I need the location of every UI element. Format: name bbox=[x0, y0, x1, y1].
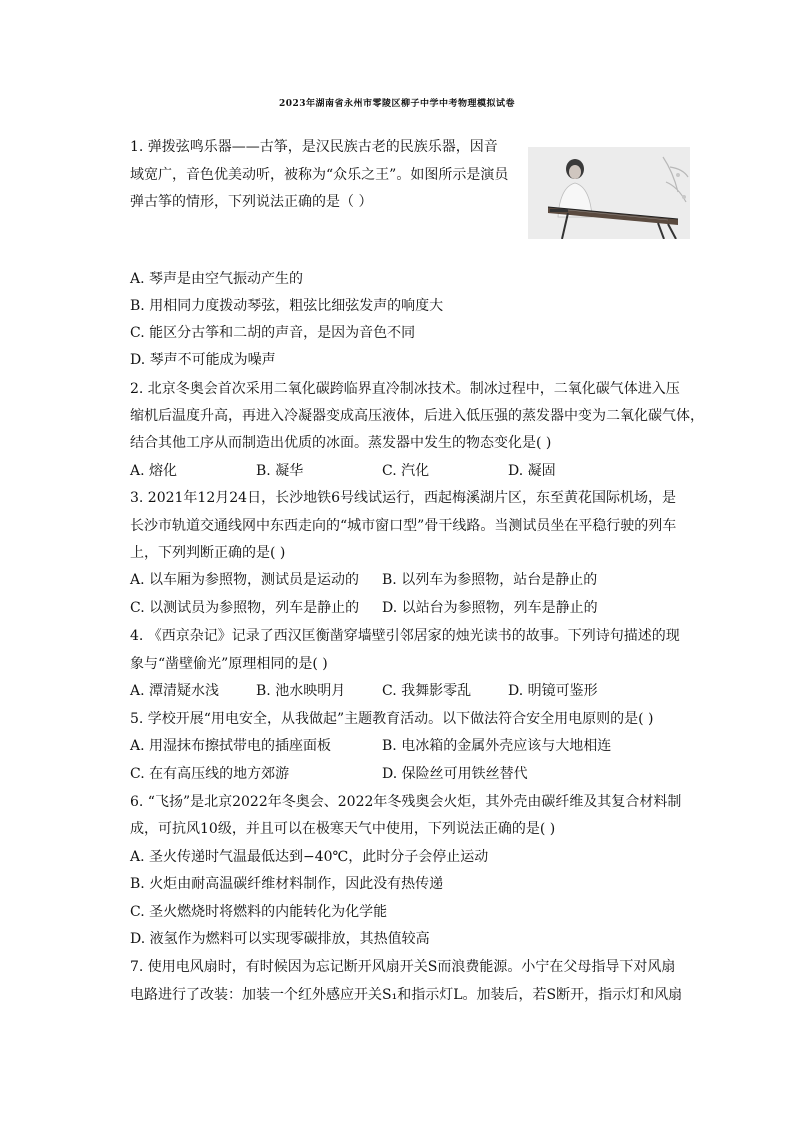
q1-option-b: B. 用相同力度拨动琴弦，粗弦比细弦发声的响度大 bbox=[130, 298, 444, 314]
q6-line-2: 成，可抗风10级，并且可以在极寒天气中使用，下列说法正确的是( ) bbox=[130, 821, 556, 837]
q3-line-2: 长沙市轨道交通线网中东西走向的“城市窗口型”骨干线路。当测试员坐在平稳行驶的列车 bbox=[130, 518, 677, 534]
q6-option-c: C. 圣火燃烧时将燃料的内能转化为化学能 bbox=[130, 904, 388, 920]
q5-option-c: C. 在有高压线的地方郊游 bbox=[130, 766, 290, 782]
q1-line-2: 域宽广，音色优美动听，被称为“众乐之王”。如图所示是演员 bbox=[130, 167, 509, 183]
q1-option-d: D. 琴声不可能成为噪声 bbox=[130, 352, 276, 368]
q4-option-c: C. 我舞影零乱 bbox=[382, 683, 472, 699]
q3-option-b: B. 以列车为参照物，站台是静止的 bbox=[382, 572, 598, 588]
q3-line-3: 上，下列判断正确的是( ) bbox=[130, 545, 286, 561]
q2-option-b: B. 凝华 bbox=[256, 463, 304, 479]
page-title: 2023年湖南省永州市零陵区柳子中学中考物理模拟试卷 bbox=[278, 99, 516, 109]
q4-option-b: B. 池水映明月 bbox=[256, 683, 346, 699]
q3-option-c: C. 以测试员为参照物，列车是静止的 bbox=[130, 600, 360, 616]
q3-line-1: 3. 2021年12月24日，长沙地铁6号线试运行，西起梅溪湖片区，东至黄花国际机场，是 bbox=[130, 490, 676, 506]
q6-option-d: D. 液氢作为燃料可以实现零碳排放，其热值较高 bbox=[130, 931, 430, 947]
q5-option-a: A. 用湿抹布擦拭带电的插座面板 bbox=[130, 738, 332, 754]
q4-line-2: 象与“凿壁偷光”原理相同的是( ) bbox=[130, 656, 328, 672]
q1-option-a: A. 琴声是由空气振动产生的 bbox=[130, 271, 304, 287]
q4-option-d: D. 明镜可鉴形 bbox=[508, 683, 598, 699]
q2-option-a: A. 熔化 bbox=[130, 463, 178, 479]
q2-option-d: D. 凝固 bbox=[508, 463, 556, 479]
q6-option-b: B. 火炬由耐高温碳纤维材料制作，因此没有热传递 bbox=[130, 876, 444, 892]
q1-option-c: C. 能区分古筝和二胡的声音，是因为音色不同 bbox=[130, 325, 416, 341]
q1-line-1: 1. 弹拨弦鸣乐器——古筝，是汉民族古老的民族乐器，因音 bbox=[130, 139, 498, 155]
q5-option-d: D. 保险丝可用铁丝替代 bbox=[382, 766, 528, 782]
q7-line-2: 电路进行了改装：加装一个红外感应开关S₁和指示灯L。加装后，若S断开，指示灯和风扇 bbox=[130, 987, 683, 1003]
q4-line-1: 4. 《西京杂记》记录了西汉匡衡凿穿墙壁引邻居家的烛光读书的故事。下列诗句描述的现 bbox=[130, 628, 680, 644]
q2-line-3: 结合其他工序从而制造出优质的冰面。蒸发器中发生的物态变化是( ) bbox=[130, 435, 552, 451]
q5-option-b: B. 电冰箱的金属外壳应该与大地相连 bbox=[382, 738, 612, 754]
q2-option-c: C. 汽化 bbox=[382, 463, 430, 479]
guzheng-performer-photo bbox=[528, 147, 690, 239]
q7-line-1: 7. 使用电风扇时，有时候因为忘记断开风扇开关S而浪费能源。小宁在父母指导下对风扇 bbox=[130, 959, 676, 975]
q5-line-1: 5. 学校开展“用电安全，从我做起”主题教育活动。以下做法符合安全用电原则的是( ) bbox=[130, 711, 654, 727]
q2-line-2: 缩机后温度升高，再进入冷凝器变成高压液体，后进入低压强的蒸发器中变为二氧化碳气体， bbox=[130, 408, 704, 424]
q6-line-1: 6. “飞扬”是北京2022年冬奥会、2022年冬残奥会火炬，其外壳由碳纤维及其复合材料制 bbox=[130, 794, 682, 810]
q1-line-3: 弹古筝的情形，下列说法正确的是（ ） bbox=[130, 194, 373, 210]
q4-option-a: A. 潭清疑水浅 bbox=[130, 683, 220, 699]
q2-line-1: 2. 北京冬奥会首次采用二氧化碳跨临界直冷制冰技术。制冰过程中，二氧化碳气体进入压 bbox=[130, 381, 680, 397]
q3-option-a: A. 以车厢为参照物，测试员是运动的 bbox=[130, 572, 360, 588]
guzheng-illustration bbox=[528, 147, 690, 239]
q3-option-d: D. 以站台为参照物，列车是静止的 bbox=[382, 600, 598, 616]
q6-option-a: A. 圣火传递时气温最低达到−40℃，此时分子会停止运动 bbox=[130, 849, 489, 865]
